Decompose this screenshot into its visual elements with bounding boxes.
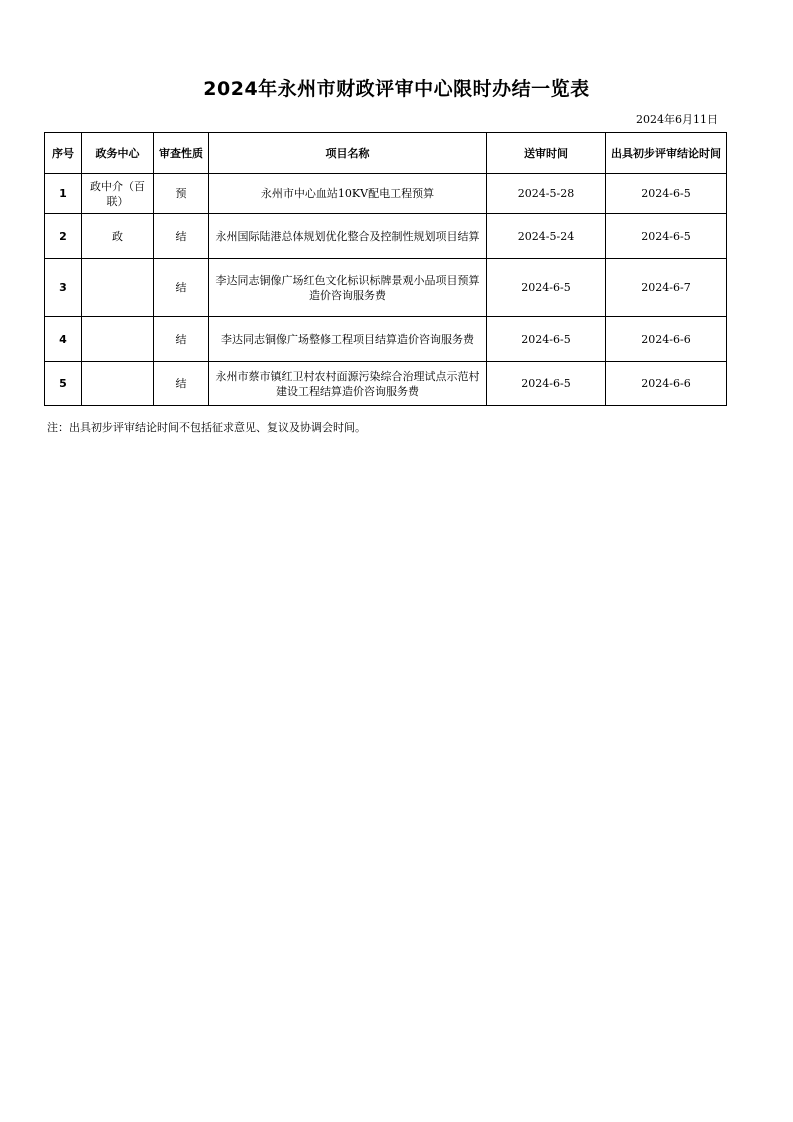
row-project: 永州市蔡市镇红卫村农村面源污染综合治理试点示范村建设工程结算造价咨询服务费 — [209, 362, 487, 406]
row-nature: 结 — [154, 317, 209, 362]
row-index: 4 — [45, 317, 82, 362]
row-submit-time: 2024-5-24 — [487, 214, 606, 259]
header-submit-time: 送审时间 — [487, 133, 606, 174]
row-submit-time: 2024-5-28 — [487, 174, 606, 214]
table-row — [45, 214, 727, 259]
row-conclusion-time: 2024-6-7 — [606, 259, 727, 317]
header-index: 序号 — [45, 133, 82, 174]
row-nature: 预 — [154, 174, 209, 214]
row-submit-time: 2024-6-5 — [487, 362, 606, 406]
header-conclusion-time: 出具初步评审结论时间 — [606, 133, 727, 174]
header-nature: 审查性质 — [154, 133, 209, 174]
row-conclusion-time: 2024-6-6 — [606, 362, 727, 406]
row-submit-time: 2024-6-5 — [487, 317, 606, 362]
table-header-row — [45, 133, 727, 174]
table-row — [45, 362, 727, 406]
table-row — [45, 259, 727, 317]
footnote: 注：出具初步评审结论时间不包括征求意见、复议及协调会时间。 — [47, 421, 366, 434]
row-center: 政中介（百联） — [82, 174, 154, 214]
row-submit-time: 2024-6-5 — [487, 259, 606, 317]
row-center — [82, 317, 154, 362]
row-center — [82, 259, 154, 317]
report-date: 2024年6月11日 — [636, 113, 718, 126]
row-project: 李达同志铜像广场整修工程项目结算造价咨询服务费 — [209, 317, 487, 362]
row-conclusion-time: 2024-6-5 — [606, 174, 727, 214]
row-project: 永州国际陆港总体规划优化整合及控制性规划项目结算 — [209, 214, 487, 259]
page-title: 2024年永州市财政评审中心限时办结一览表 — [203, 78, 590, 100]
table-row — [45, 174, 727, 214]
row-nature: 结 — [154, 362, 209, 406]
row-index: 2 — [45, 214, 82, 259]
row-project: 永州市中心血站10KV配电工程预算 — [209, 174, 487, 214]
header-center: 政务中心 — [82, 133, 154, 174]
row-index: 5 — [45, 362, 82, 406]
review-table — [44, 132, 727, 406]
row-conclusion-time: 2024-6-6 — [606, 317, 727, 362]
row-index: 1 — [45, 174, 82, 214]
row-conclusion-time: 2024-6-5 — [606, 214, 727, 259]
header-project: 项目名称 — [209, 133, 487, 174]
row-nature: 结 — [154, 214, 209, 259]
table-row — [45, 317, 727, 362]
row-project: 李达同志铜像广场红色文化标识标牌景观小品项目预算造价咨询服务费 — [209, 259, 487, 317]
row-center: 政 — [82, 214, 154, 259]
row-center — [82, 362, 154, 406]
row-index: 3 — [45, 259, 82, 317]
row-nature: 结 — [154, 259, 209, 317]
